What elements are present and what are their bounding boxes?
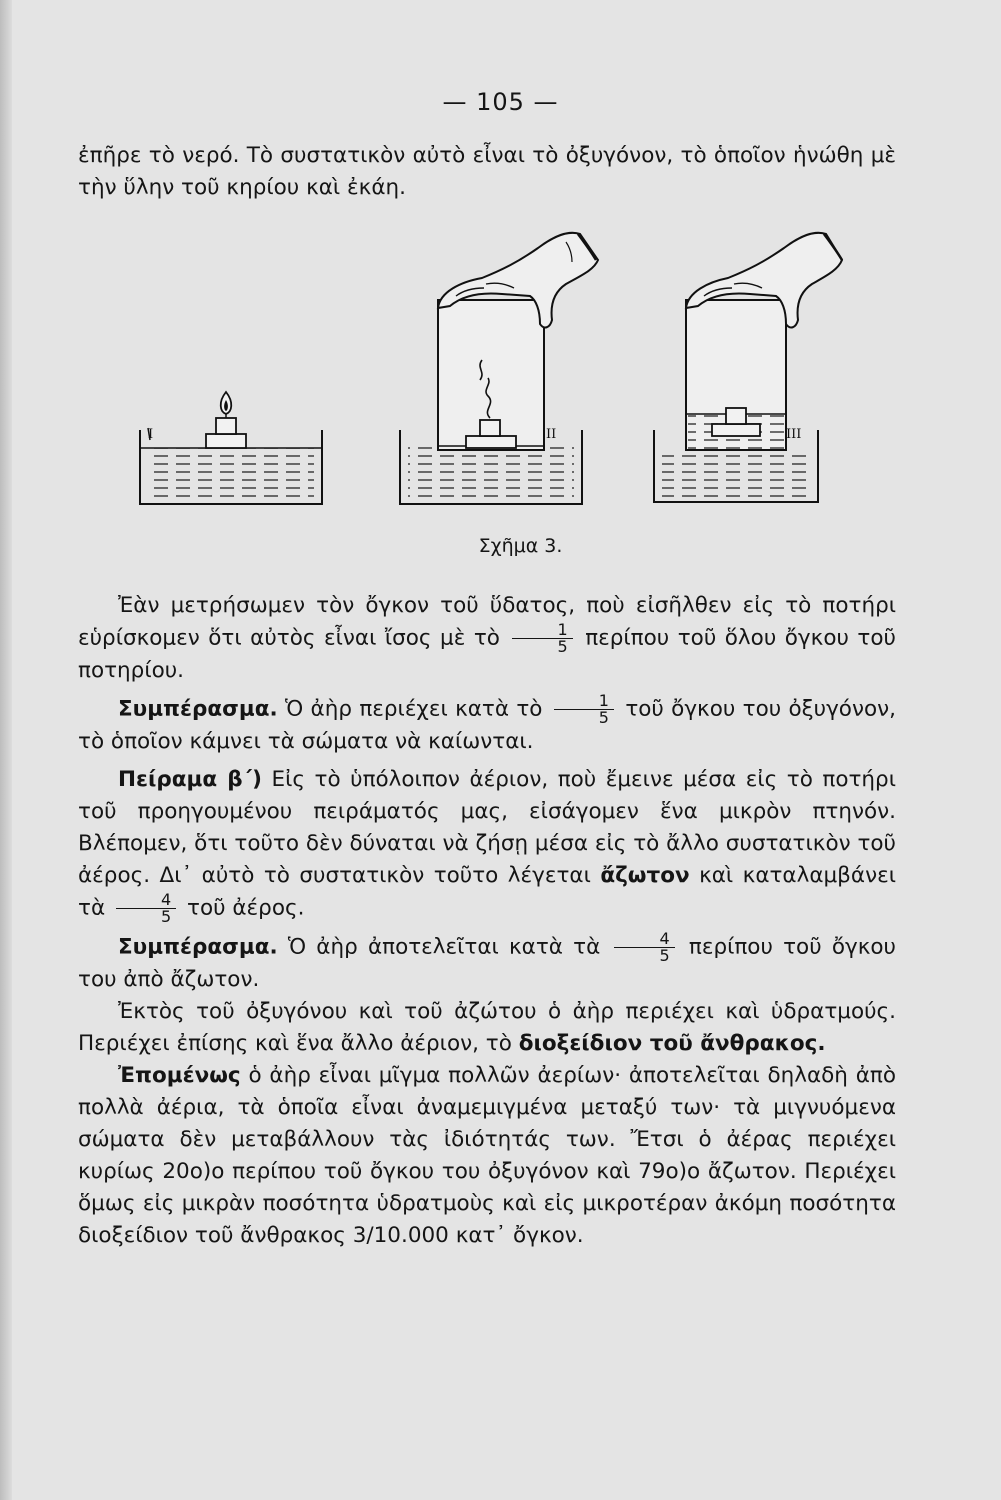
paragraph-mixture: Ἐπομένως ὁ ἀὴρ εἶναι μῖγμα πολλῶν ἀερίων· ἀποτελεῖται δηλαδὴ ἀπὸ πολλὰ ἀέρια, τὰ ὁποῖα εἶναι ἀναμεμιγμένα μεταξύ των· τὰ μιγνυόμενα σώματα δὲν μεταβάλλουν τὰς ἰδιότητάς των. Ἔτσι ὁ ἀέρας περιέχει κυρίως 20ο)ο περίπου τοῦ ὄγκου του ὀξυγόνον καὶ 79ο)ο ἄζωτον. Περιέχει ὅμως εἰς μικρὰν ποσότητα ὑδρατμοὺς καὶ εἰς μικροτέραν ἀκόμη ποσότητα διοξείδιον τοῦ ἄνθρακος 3/10.000 κατ᾽ ὄγκον. bbox=[78, 1063, 896, 1248]
experiment-label: Πείραμα β΄) bbox=[118, 767, 262, 792]
fraction-four-fifths-2: $\frac{4}{5}$ bbox=[614, 931, 674, 964]
body-text bbox=[78, 590, 896, 1252]
dish-2 bbox=[400, 233, 598, 504]
paragraph-conclusion-2: Συμπέρασμα. Ὁ ἀὴρ ἀποτελεῖται κατὰ τὰ $\frac{4}{5}$ περίπου τοῦ ὄγκου του ἀπὸ ἄζωτον. bbox=[78, 929, 896, 992]
label-2: II bbox=[546, 427, 557, 442]
paragraph-experiment-2: Πείραμα β΄) Εἰς τὸ ὑπόλοιπον ἀέριον, ποὺ ἔμεινε μέσα εἰς τὸ ποτήρι τοῦ προηγουμένου πειράματός μας, εἰσάγομεν ἕνα μικρὸν πτηνόν. Βλέπομεν, ὅτι τοῦτο δὲν δύναται νὰ ζήσῃ μέσα εἰς τὸ ἄλλο συστατικὸν τοῦ ἀέρος. Δι᾽ αὐτὸ τὸ συστατικὸν τοῦτο λέγεται ἄζωτον καὶ καταλαμβάνει τὰ $\frac{4}{5}$ τοῦ ἀέρος. bbox=[78, 767, 896, 926]
page-edge bbox=[0, 0, 12, 1500]
label-3: III bbox=[786, 427, 802, 442]
dish-1 bbox=[140, 392, 322, 504]
therefore-label: Ἐπομένως bbox=[118, 1063, 241, 1088]
label-1: I bbox=[148, 427, 154, 442]
top-lines: ἐπῆρε τὸ νερό. Τὸ συστατικὸν αὐτὸ εἶναι τὸ ὀξυγόνον, τὸ ὁποῖον ἡνώθη μὲ τὴν ὕλην τοῦ κηρίου καὶ ἐκάη. bbox=[78, 143, 896, 200]
conclusion-label-2: Συμπέρασμα. bbox=[118, 934, 278, 960]
fraction-one-fifth: $\frac{1}{5}$ bbox=[512, 622, 572, 655]
paragraph-conclusion-1: Συμπέρασμα. Ὁ ἀὴρ περιέχει κατὰ τὸ $\frac{1}{5}$ τοῦ ὄγκου του ὀξυγόνον, τὸ ὁποῖον κάμνει τὰ σώματα νὰ καίωνται. bbox=[78, 691, 896, 754]
paragraph-other-gases: Ἐκτὸς τοῦ ὀξυγόνου καὶ τοῦ ἀζώτου ὁ ἀὴρ περιέχει καὶ ὑδρατμούς. Περιέχει ἐπίσης καὶ ἕνα ἄλλο ἀέριον, τὸ διοξείδιον τοῦ ἄνθρακος. bbox=[78, 999, 896, 1056]
figure-3 bbox=[110, 212, 850, 522]
paragraph-measurement: Ἐὰν μετρήσωμεν τὸν ὄγκον τοῦ ὕδατος, ποὺ εἰσῆλθεν εἰς τὸ ποτήρι εὑρίσκομεν ὅτι αὐτὸς εἶναι ἴσος μὲ τὸ $\frac{1}{5}$ περίπου τοῦ ὅλου ὄγκου τοῦ ποτηρίου. bbox=[78, 593, 896, 683]
page-number: — 105 — bbox=[442, 88, 559, 116]
continued-paragraph bbox=[78, 140, 896, 204]
fraction-four-fifths: $\frac{4}{5}$ bbox=[116, 892, 176, 925]
conclusion-label: Συμπέρασμα. bbox=[118, 696, 278, 722]
figure-caption: Σχῆμα 3. bbox=[478, 535, 563, 557]
fraction-one-fifth-2: $\frac{1}{5}$ bbox=[554, 693, 614, 726]
term-carbon-dioxide: διοξείδιον τοῦ ἄνθρακος. bbox=[518, 1031, 826, 1056]
dish-3 bbox=[654, 233, 842, 502]
term-nitrogen: ἄζωτον bbox=[600, 863, 690, 888]
